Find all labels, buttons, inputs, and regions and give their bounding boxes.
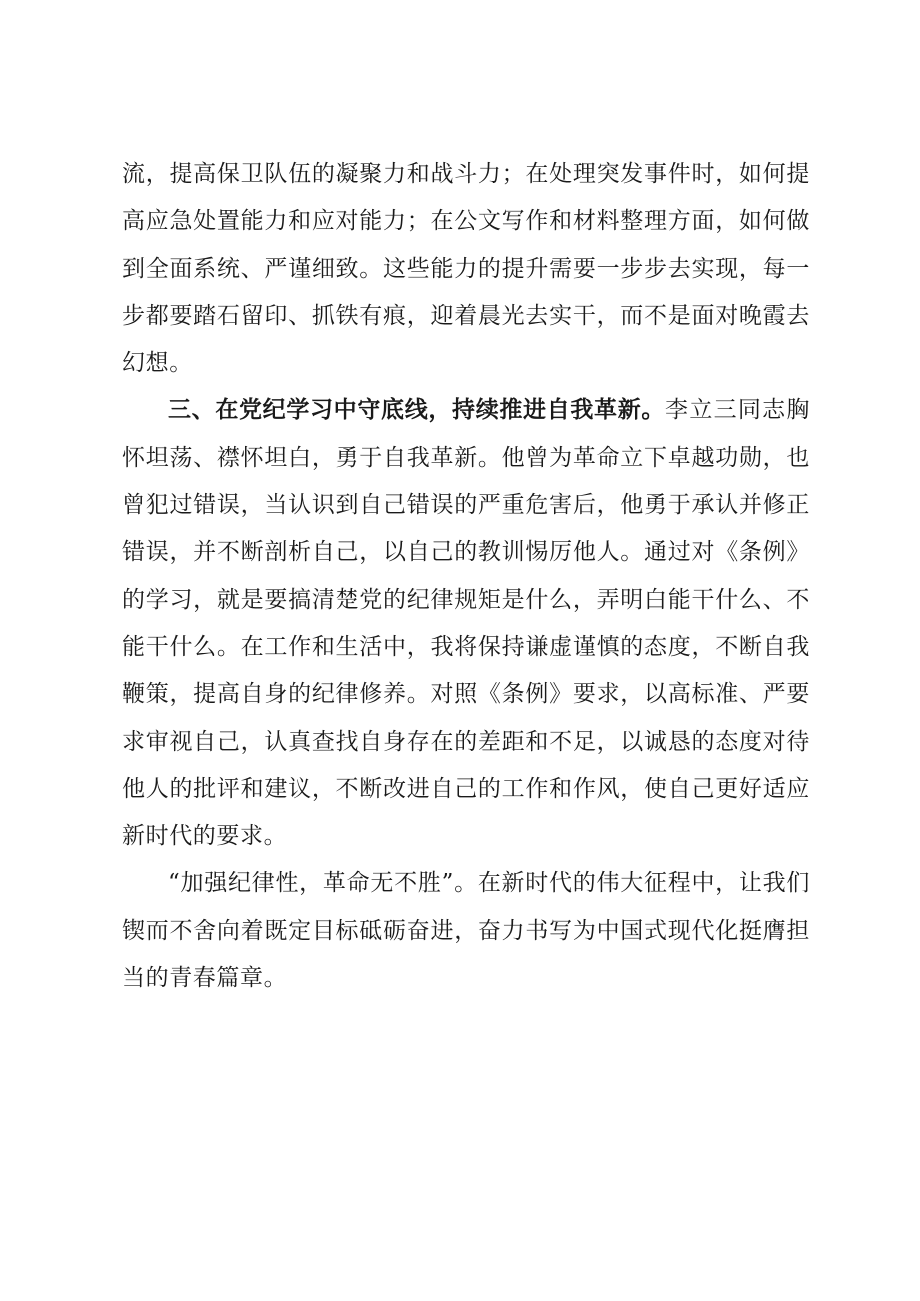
paragraph-continuation [122, 151, 810, 387]
document-body [122, 151, 810, 1002]
paragraph-closing [122, 860, 810, 1002]
section-heading: 三、在党纪学习中守底线，持续推进自我革新。 [168, 397, 666, 424]
paragraph-text: 李立三同志胸怀坦荡、襟怀坦白，勇于自我革新。他曾为革命立下卓越功勋，也曾犯过错误，当认识到自己错误的严重危害后，他勇于承认并修正错误，并不断剖析自己，以自己的教训惕厉他人。通过对《条例》的学习，就是要搞清楚党的纪律规矩是什么，弄明白能干什么、不能干什么。在工作和生活中，我将保持谦虚谨慎的态度，不断自我鞭策，提高自身的纪律修养。对照《条例》要求，以高标准、严要求审视自己，认真查找自身存在的差距和不足，以诚恳的态度对待他人的批评和建议，不断改进自己的工作和作风，使自己更好适应新时代的要求。 [122, 397, 810, 850]
paragraph-text: 流，提高保卫队伍的凝聚力和战斗力；在处理突发事件时，如何提高应急处置能力和应对能力；在公文写作和材料整理方面，如何做到全面系统、严谨细致。这些能力的提升需要一步步去实现，每一步都要踏石留印、抓铁有痕，迎着晨光去实干，而不是面对晚霞去幻想。 [122, 161, 810, 377]
paragraph-section-three [122, 387, 810, 860]
paragraph-text: “加强纪律性，革命无不胜”。在新时代的伟大征程中，让我们锲而不舍向着既定目标砥砺奋进，奋力书写为中国式现代化挺膺担当的青春篇章。 [122, 870, 810, 992]
